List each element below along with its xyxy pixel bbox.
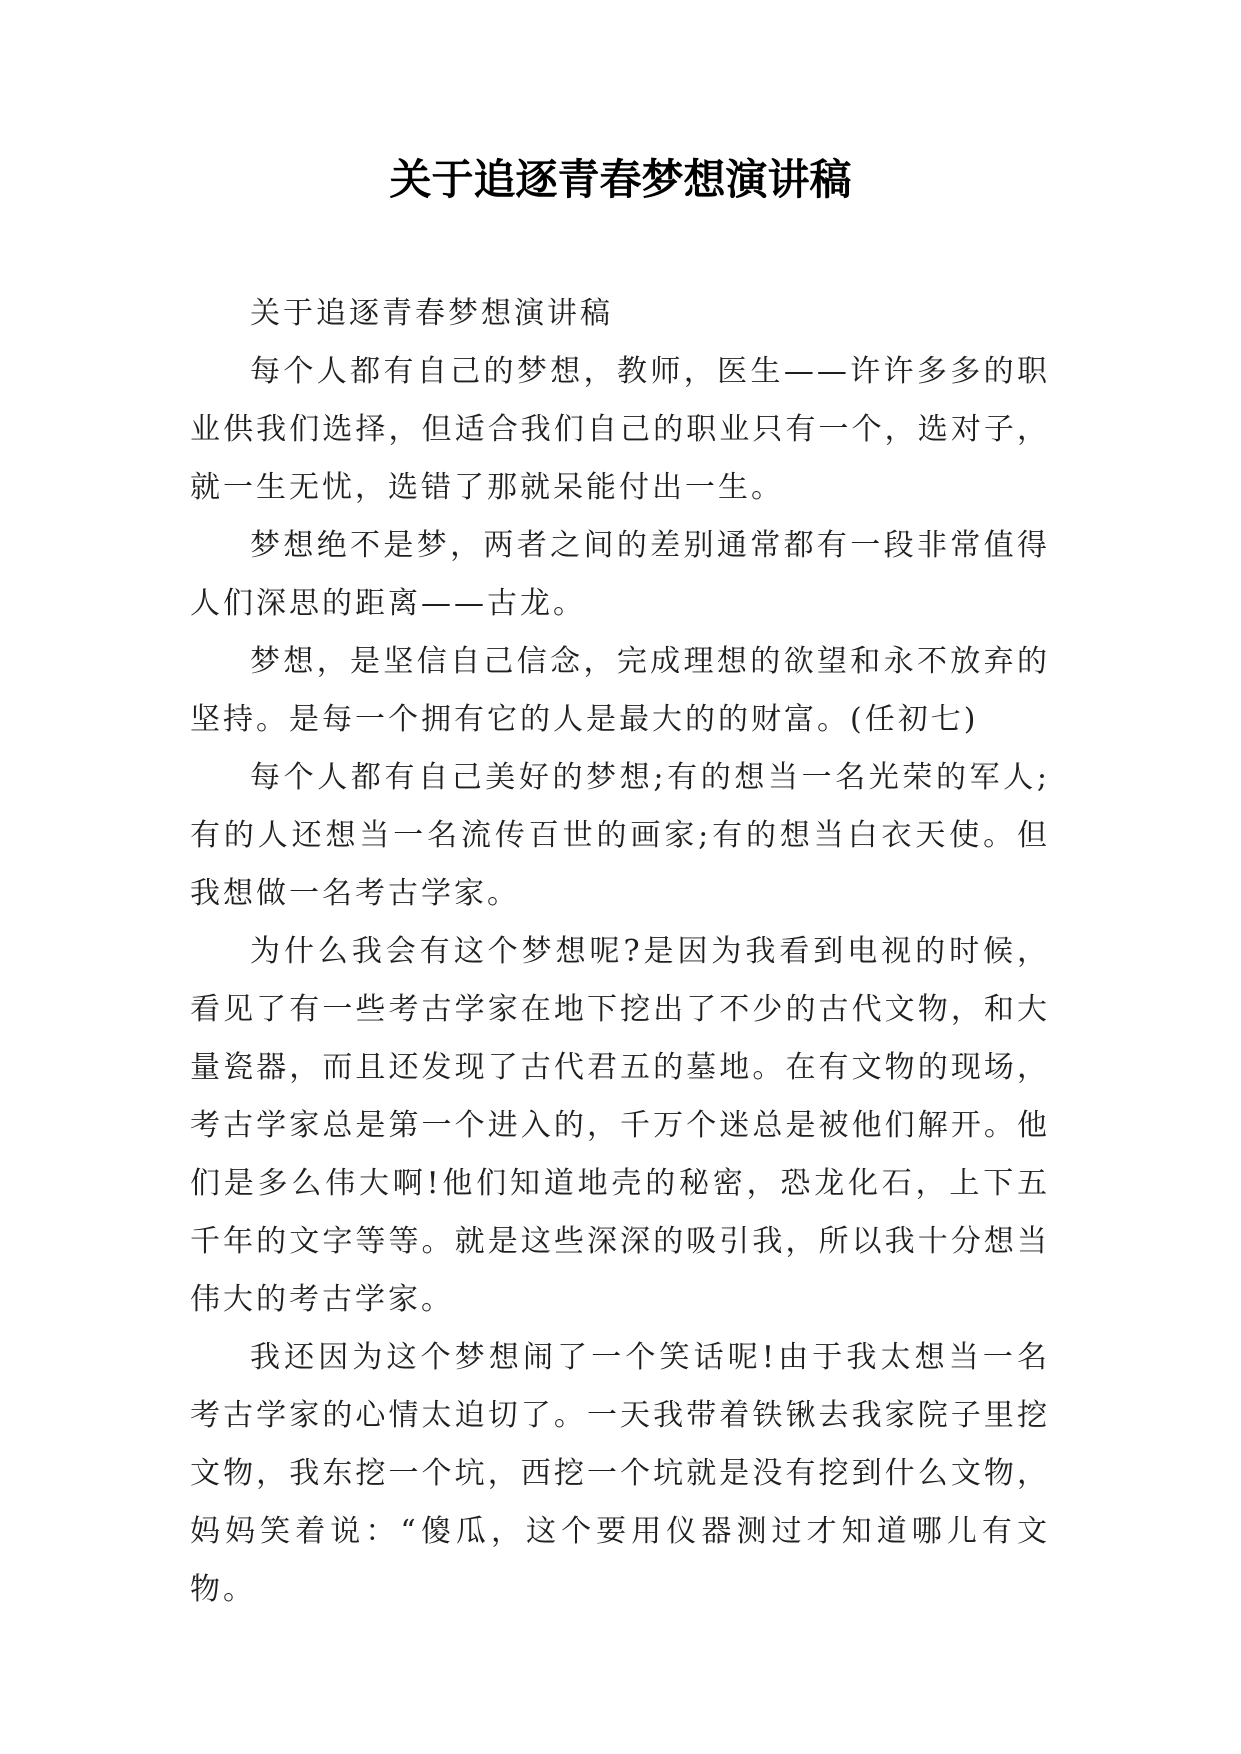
body-paragraph: 每个人都有自己的梦想，教师，医生——许许多多的职业供我们选择，但适合我们自己的职业只有一个，选对子，就一生无忧，选错了那就呆能付出一生。	[190, 354, 1050, 505]
body-paragraph: 梦想绝不是梦，两者之间的差别通常都有一段非常值得人们深思的距离——古龙。	[190, 528, 1050, 621]
body-paragraph: 我还因为这个梦想闹了一个笑话呢!由于我太想当一名考古学家的心情太迫切了。一天我带着铁锹去我家院子里挖文物，我东挖一个坑，西挖一个坑就是没有挖到什么文物，妈妈笑着说：“傻瓜，这个要用仪器测过才知道哪儿有文物。	[190, 1340, 1050, 1607]
document-title: 关于追逐青春梦想演讲稿	[389, 155, 852, 204]
body-paragraph: 为什么我会有这个梦想呢?是因为我看到电视的时候，看见了有一些考古学家在地下挖出了不少的古代文物，和大量瓷器，而且还发现了古代君五的墓地。在有文物的现场，考古学家总是第一个进入的，千万个迷总是被他们解开。他们是多么伟大啊!他们知道地壳的秘密，恐龙化石，上下五千年的文字等等。就是这些深深的吸引我，所以我十分想当伟大的考古学家。	[190, 934, 1050, 1317]
subtitle-paragraph: 关于追逐青春梦想演讲稿	[250, 296, 613, 331]
document-body	[190, 285, 1050, 1619]
body-paragraph: 每个人都有自己美好的梦想;有的想当一名光荣的军人;有的人还想当一名流传百世的画家;有的想当白衣天使。但我想做一名考古学家。	[190, 760, 1050, 911]
body-paragraph: 梦想，是坚信自己信念，完成理想的欲望和永不放弃的坚持。是每一个拥有它的人是最大的的财富。(任初七)	[190, 644, 1050, 737]
